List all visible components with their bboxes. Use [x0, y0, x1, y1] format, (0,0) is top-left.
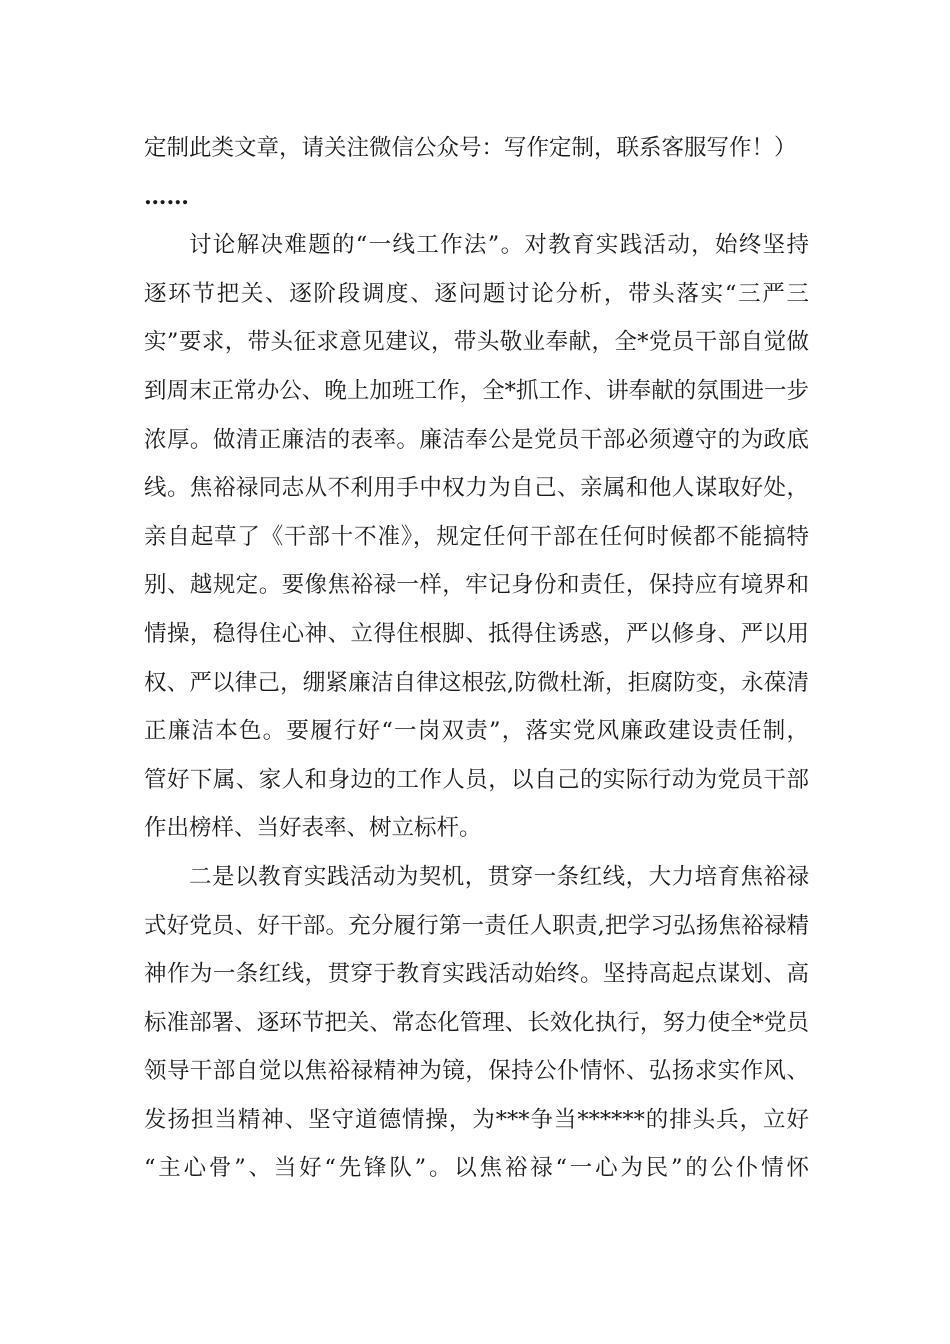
paragraph-1-line: 浓厚。做清正廉洁的表率。廉洁奉公是党员干部必须遵守的为政底: [144, 426, 809, 453]
notice-line: 定制此类文章，请关注微信公众号：写作定制，联系客服写作！）: [144, 135, 797, 161]
paragraph-1-line: 情操，稳得住心神、立得住根脚、抵得住诱惑，严以修身、严以用: [144, 620, 809, 647]
paragraph-2-line: 式好党员、好干部。充分履行第一责任人职责,把学习弘扬焦裕禄精: [144, 912, 809, 939]
paragraph-1-line: 正廉洁本色。要履行好“一岗双责”，落实党风廉政建设责任制，: [144, 718, 809, 745]
ellipsis-line: ……: [144, 183, 189, 210]
paragraph-1-line: 权、严以律己，绷紧廉洁自律这根弦,防微杜渐，拒腐防变，永葆清: [144, 669, 809, 696]
paragraph-1-line: 到周末正常办公、晚上加班工作，全*抓工作、讲奉献的氛围进一步: [144, 377, 809, 404]
paragraph-2-line: 神作为一条红线，贯穿于教育实践活动始终。坚持高起点谋划、高: [144, 961, 809, 988]
notice-paragraph: [144, 124, 809, 221]
paragraph-1-line: 别、越规定。要像焦裕禄一样，牢记身份和责任，保持应有境界和: [144, 572, 809, 599]
paragraph-1-line: 线。焦裕禄同志从不利用手中权力为自己、亲属和他人谋取好处，: [144, 475, 809, 502]
paragraph-1-line: 实”要求，带头征求意见建议，带头敬业奉献，全*党员干部自觉做: [144, 329, 809, 356]
paragraph-2-line: 二是以教育实践活动为契机，贯穿一条红线，大力培育焦裕禄: [189, 863, 809, 890]
paragraph-1-line: 讨论解决难题的“一线工作法”。对教育实践活动，始终坚持: [189, 232, 809, 259]
paragraph-2: [144, 853, 809, 1193]
paragraph-1-line: 逐环节把关、逐阶段调度、逐问题讨论分析，带头落实“三严三: [144, 280, 809, 307]
document-body: [144, 124, 809, 1193]
paragraph-1-line: 亲自起草了《干部十不准》，规定任何干部在任何时候都不能搞特: [144, 523, 809, 550]
paragraph-1: [144, 221, 809, 853]
paragraph-2-line: 标准部署、逐环节把关、常态化管理、长效化执行，努力使全*党员: [144, 1009, 809, 1036]
paragraph-2-line: 领导干部自觉以焦裕禄精神为镜，保持公仆情怀、弘扬求实作风、: [144, 1058, 809, 1085]
paragraph-1-line: 管好下属、家人和身边的工作人员，以自己的实际行动为党员干部: [144, 766, 809, 793]
paragraph-2-line: 发扬担当精神、坚守道德情操，为***争当******的排头兵，立好: [144, 1106, 809, 1133]
paragraph-2-line: “主心骨”、当好“先锋队”。以焦裕禄“一心为民”的公仆情怀: [144, 1155, 809, 1182]
paragraph-1-line: 作出榜样、当好表率、树立标杆。: [144, 815, 482, 842]
